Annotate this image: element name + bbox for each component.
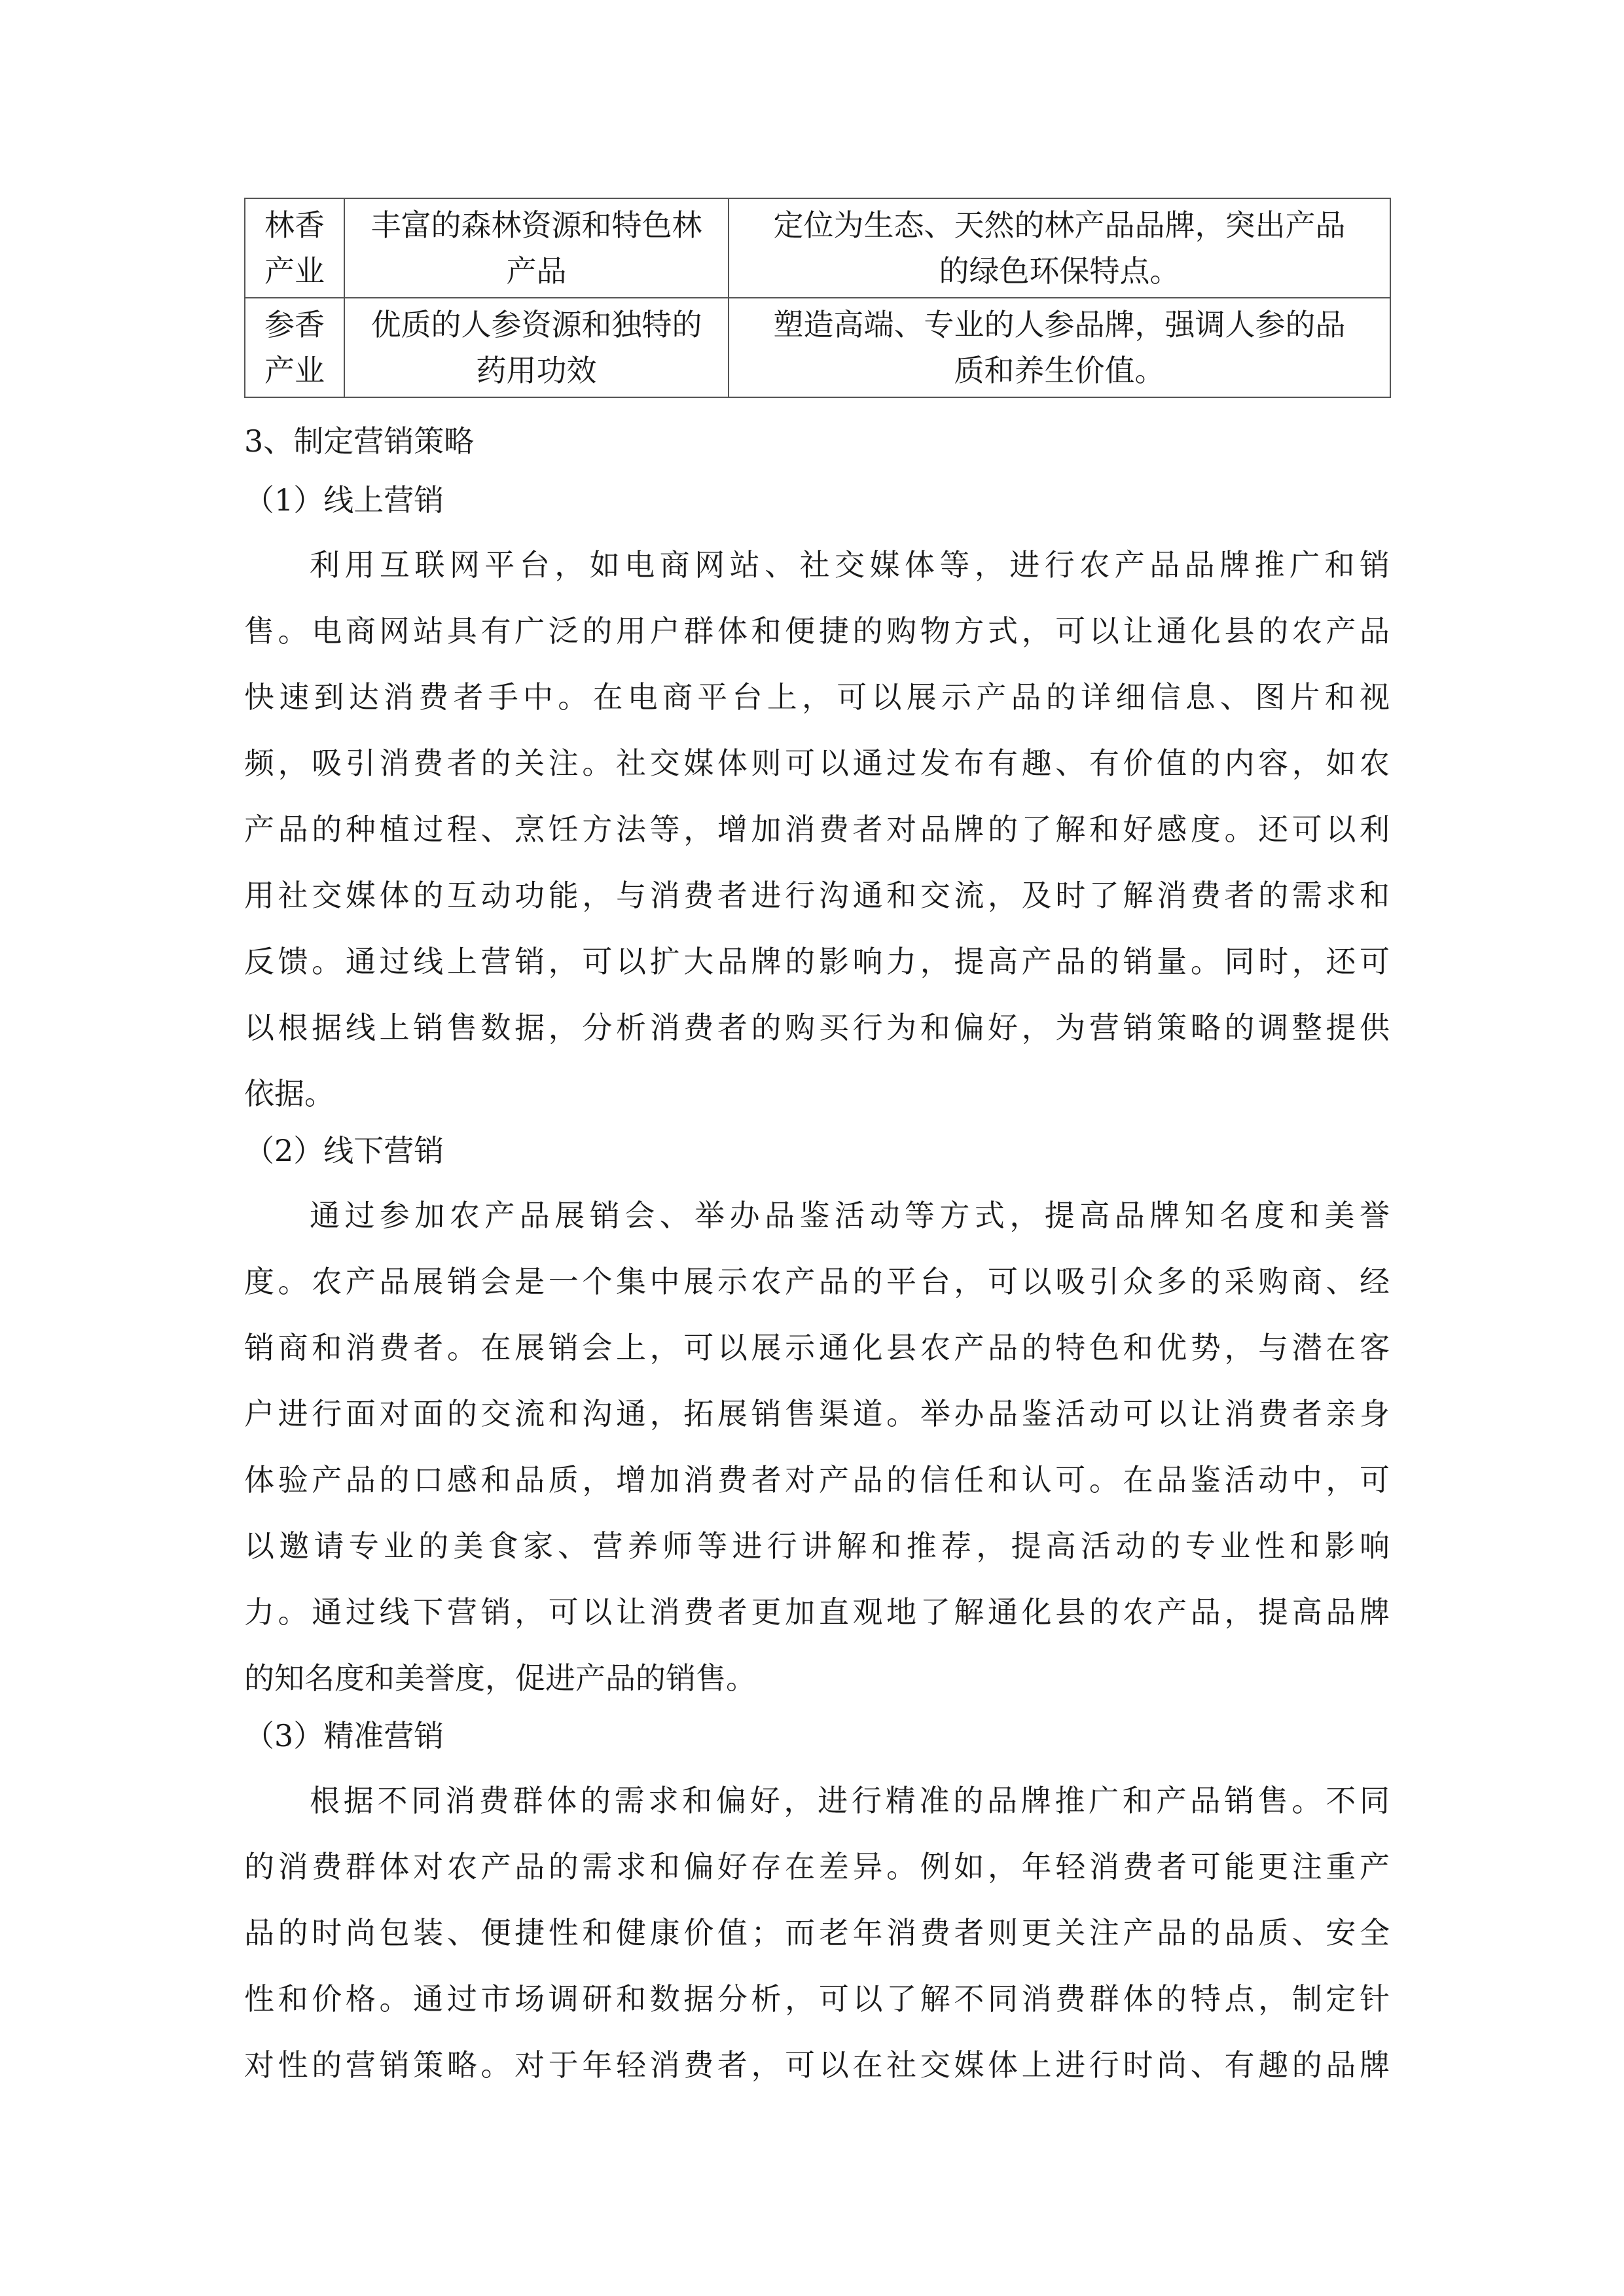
precise-marketing-title: （3）精准营销 [244,1718,444,1753]
resource-cell: 丰富的森林资源和特色林 产品 [344,198,729,298]
industry-cell: 参香 产业 [245,298,344,397]
offline-marketing-title: （2）线下营销 [244,1133,444,1168]
resource-cell: 优质的人参资源和独特的 药用功效 [344,298,729,397]
section-heading: 3、制定营销策略 [244,423,475,459]
positioning-cell: 定位为生态、天然的林产品品牌，突出产品 的绿色环保特点。 [729,198,1390,298]
precise-marketing-paragraph: 根据不同消费群体的需求和偏好，进行精准的品牌推广和产品销售。不同 的消费群体对农产品的需求和偏好存在差异。例如，年轻消费者可能更注重产 品的时尚包装、便捷性和健康价值；而老年消费者则更关注产品的品质、安全 性和价格。通过市场调研和数据分析，可以了解不同消费群体的特点，制定针 对性的营销策略。对于年轻消费者，可以在社交媒体上进行时尚、有趣的品牌 [244,1783,1390,2083]
brand-positioning-table [244,198,1391,398]
online-marketing-title: （1）线上营销 [244,482,444,518]
online-marketing-paragraph: 利用互联网平台，如电商网站、社交媒体等，进行农产品品牌推广和销 售。电商网站具有广泛的用户群体和便捷的购物方式，可以让通化县的农产品 快速到达消费者手中。在电商平台上，可以展示产品的详细信息、图片和视 频，吸引消费者的关注。社交媒体则可以通过发布有趣、有价值的内容，如农 产品的种植过程、烹饪方法等，增加消费者对品牌的了解和好感度。还可以利 用社交媒体的互动功能，与消费者进行沟通和交流，及时了解消费者的需求和 反馈。通过线上营销，可以扩大品牌的影响力，提高产品的销量。同时，还可 以根据线上销售数据，分析消费者的购买行为和偏好，为营销策略的调整提供 依据。 [244,547,1390,1111]
industry-cell: 林香 产业 [245,198,344,298]
table-row [245,198,1390,298]
table-row [245,298,1390,397]
offline-marketing-paragraph: 通过参加农产品展销会、举办品鉴活动等方式，提高品牌知名度和美誉 度。农产品展销会是一个集中展示农产品的平台，可以吸引众多的采购商、经 销商和消费者。在展销会上，可以展示通化县农产品的特色和优势，与潜在客 户进行面对面的交流和沟通，拓展销售渠道。举办品鉴活动可以让消费者亲身 体验产品的口感和品质，增加消费者对产品的信任和认可。在品鉴活动中，可 以邀请专业的美食家、营养师等进行讲解和推荐，提高活动的专业性和影响 力。通过线下营销，可以让消费者更加直观地了解通化县的农产品，提高品牌 的知名度和美誉度，促进产品的销售。 [244,1198,1390,1696]
positioning-cell: 塑造高端、专业的人参品牌，强调人参的品 质和养生价值。 [729,298,1390,397]
